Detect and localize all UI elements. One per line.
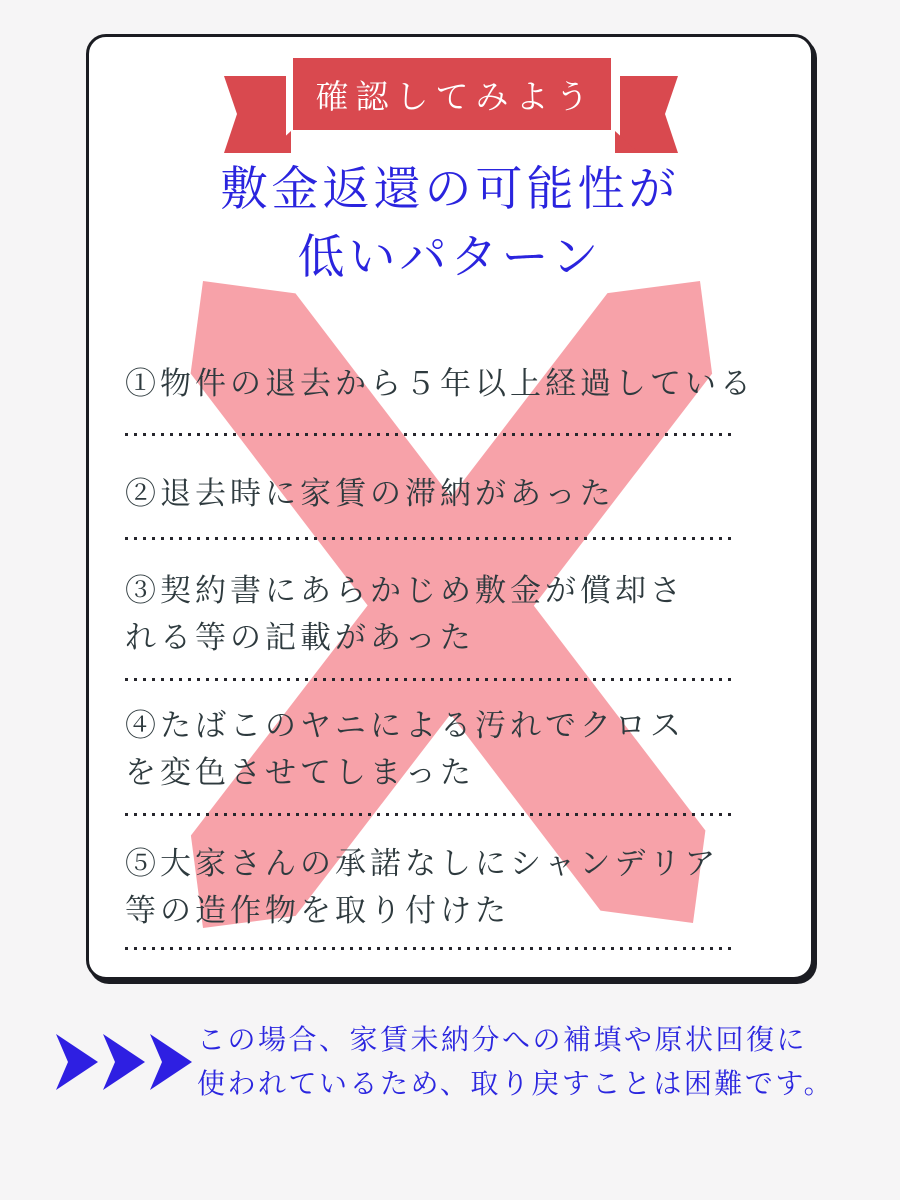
page-title <box>89 155 811 291</box>
dotted-divider <box>125 537 735 540</box>
checklist-card <box>86 34 814 980</box>
page-title-line2: 低いパターン <box>297 230 603 283</box>
checklist-item-3-line2: れる等の記載があった <box>125 620 475 655</box>
ribbon-banner <box>293 58 611 130</box>
checklist-item-3-line1: ③契約書にあらかじめ敷金が償却さ <box>125 573 685 608</box>
dotted-divider <box>125 678 735 681</box>
checklist-item-2-text: ②退去時に家賃の滞納があった <box>125 476 615 511</box>
ribbon-label: 確認してみよう <box>315 77 596 115</box>
checklist-item-3 <box>125 567 785 661</box>
footer-note <box>197 1018 877 1106</box>
dotted-divider <box>125 433 735 436</box>
triple-chevron-right-icon <box>56 1034 192 1090</box>
checklist-item-4-line1: ④たばこのヤニによる汚れでクロス <box>125 708 685 743</box>
checklist-item-1 <box>125 360 785 407</box>
checklist-item-2 <box>125 470 785 517</box>
checklist-item-1-text: ①物件の退去から５年以上経過している <box>125 366 755 401</box>
ribbon-left-wing <box>224 76 286 153</box>
footer-note-line1: この場合、家賃未納分への補填や原状回復に <box>197 1024 808 1055</box>
checklist-item-4 <box>125 702 785 796</box>
ribbon-right-wing <box>620 76 678 153</box>
page-title-line1: 敷金返還の可能性が <box>220 162 680 215</box>
checklist-item-5-line1: ⑤大家さんの承諾なしにシャンデリア <box>125 846 720 881</box>
dotted-divider <box>125 947 735 950</box>
checklist-item-5-line2: 等の造作物を取り付けた <box>125 893 510 928</box>
checklist-item-4-line2: を変色させてしまった <box>125 755 475 790</box>
dotted-divider <box>125 813 735 816</box>
checklist-item-5 <box>125 840 785 934</box>
footer-note-line2: 使われているため、取り戻すことは困難です。 <box>197 1068 835 1099</box>
